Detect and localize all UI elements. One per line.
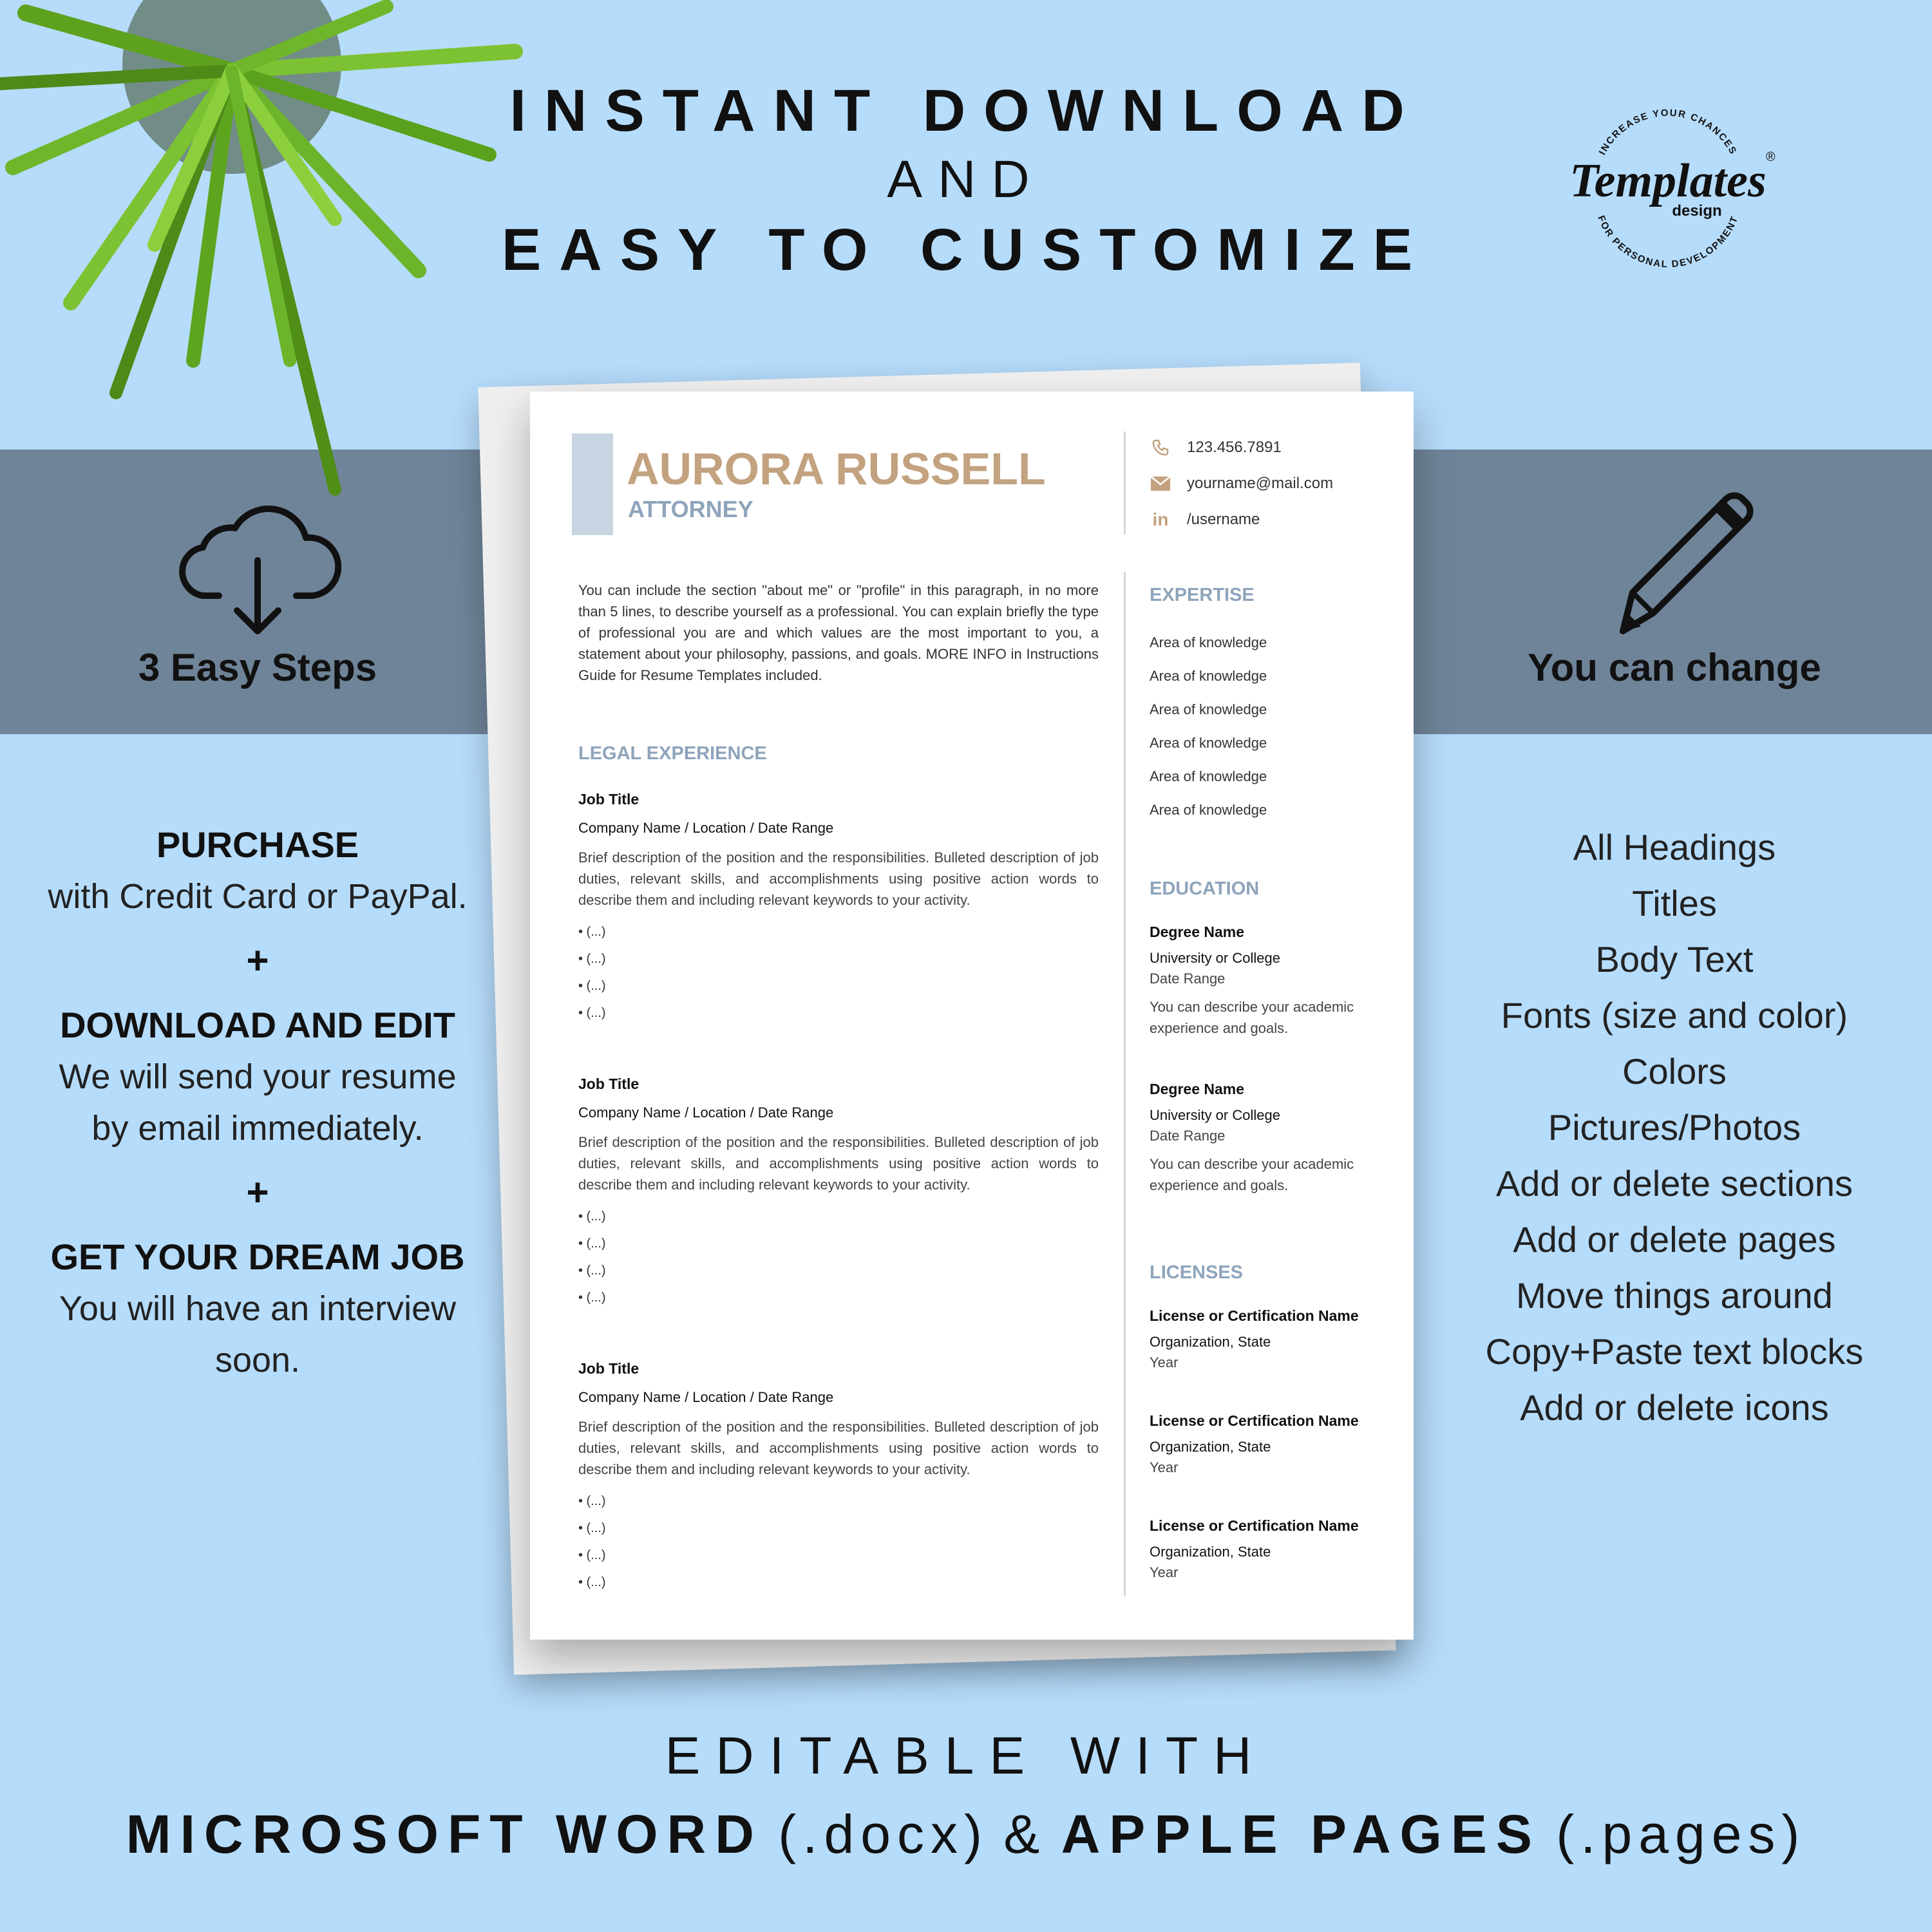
job-description: Brief description of the position and the responsibilities. Bulleted description of job duties, relevant skills, and accomplishments using positive action words to describe them and including relevant keywords to your activity. bbox=[578, 1419, 1099, 1477]
license-entry bbox=[1150, 1517, 1394, 1581]
svg-text:FOR PERSONAL DEVELOPMENT bbox=[1595, 214, 1740, 270]
expertise-item: Area of knowledge bbox=[1150, 701, 1267, 717]
license-year: Year bbox=[1150, 1459, 1179, 1475]
education-description: You can describe your academic experience and goals. bbox=[1150, 999, 1354, 1036]
license-org: Organization, State bbox=[1150, 1544, 1271, 1560]
license-entry bbox=[1150, 1412, 1394, 1476]
name-accent-bar bbox=[572, 433, 613, 535]
step-purchase-text: with Credit Card or PayPal. bbox=[48, 877, 468, 916]
list-item: All Headings bbox=[1573, 827, 1776, 867]
customizable-features-list bbox=[1417, 819, 1932, 1435]
education-description: You can describe your academic experience and goals. bbox=[1150, 1156, 1354, 1193]
headline-and: AND bbox=[887, 150, 1045, 209]
contact-phone-text: 123.456.7891 bbox=[1187, 439, 1282, 456]
degree-name: Degree Name bbox=[1150, 923, 1245, 940]
expertise-item: Area of knowledge bbox=[1150, 768, 1267, 784]
ampersand: & bbox=[1003, 1804, 1046, 1864]
job-entry bbox=[578, 1075, 1099, 1311]
apple-pages-label: APPLE PAGES bbox=[1061, 1804, 1541, 1864]
job-bullet: • (...) bbox=[578, 925, 606, 939]
column-divider bbox=[1124, 572, 1126, 1596]
job-bullet: • (...) bbox=[578, 1548, 606, 1562]
license-year: Year bbox=[1150, 1354, 1179, 1370]
job-bullet: • (...) bbox=[578, 1521, 606, 1535]
job-title: Job Title bbox=[578, 1360, 639, 1377]
education-entry bbox=[1150, 923, 1394, 1039]
you-can-change-label: You can change bbox=[1528, 646, 1821, 689]
job-bullet: • (...) bbox=[578, 1209, 606, 1224]
job-bullet: • (...) bbox=[578, 952, 606, 966]
plus-sign: + bbox=[246, 1171, 269, 1214]
editable-with-label: EDITABLE WITH bbox=[665, 1727, 1267, 1785]
logo-wordmark: Templates bbox=[1569, 155, 1766, 207]
list-item: Add or delete pages bbox=[1513, 1219, 1836, 1260]
svg-text:INCREASE YOUR CHANCES bbox=[1597, 108, 1739, 157]
step-download-text: by email immediately. bbox=[91, 1109, 424, 1148]
licenses-heading: LICENSES bbox=[1150, 1262, 1244, 1283]
contact-email bbox=[1150, 473, 1333, 495]
job-company: Company Name / Location / Date Range bbox=[578, 1104, 834, 1121]
job-bullet: • (...) bbox=[578, 1291, 606, 1305]
contact-linkedin-text: /username bbox=[1187, 511, 1260, 528]
resume-page bbox=[530, 392, 1414, 1640]
job-bullet: • (...) bbox=[578, 1236, 606, 1251]
cloud-download-icon bbox=[174, 489, 341, 638]
pages-extension: (.pages) bbox=[1556, 1804, 1806, 1864]
step-dream-job-heading: GET YOUR DREAM JOB bbox=[50, 1236, 465, 1277]
list-item: Fonts (size and color) bbox=[1501, 995, 1848, 1036]
list-item: Pictures/Photos bbox=[1548, 1107, 1801, 1148]
expertise-item: Area of knowledge bbox=[1150, 634, 1267, 650]
job-title: Job Title bbox=[578, 1075, 639, 1092]
expertise-list bbox=[1150, 626, 1394, 827]
headline-easy-customize: EASY TO CUSTOMIZE bbox=[501, 217, 1431, 283]
license-name: License or Certification Name bbox=[1150, 1517, 1359, 1534]
headline-instant-download: INSTANT DOWNLOAD bbox=[509, 78, 1423, 144]
school-name: University or College bbox=[1150, 1107, 1280, 1123]
logo-sub: design bbox=[1672, 202, 1722, 220]
job-bullet: • (...) bbox=[578, 1494, 606, 1508]
software-compatibility bbox=[0, 1803, 1932, 1866]
docx-extension: (.docx) bbox=[778, 1804, 989, 1864]
job-bullet: • (...) bbox=[578, 1575, 606, 1589]
expertise-heading: EXPERTISE bbox=[1150, 585, 1255, 605]
job-description: Brief description of the position and the responsibilities. Bulleted description of job duties, relevant skills, and accomplishments using positive action words to describe them and including relevant keywords to your activity. bbox=[578, 849, 1099, 908]
job-entry bbox=[578, 791, 1099, 1027]
list-item: Titles bbox=[1632, 883, 1717, 923]
plus-sign: + bbox=[246, 939, 269, 982]
license-org: Organization, State bbox=[1150, 1334, 1271, 1350]
license-entry bbox=[1150, 1307, 1394, 1371]
legal-experience-heading: LEGAL EXPERIENCE bbox=[578, 743, 767, 764]
job-company: Company Name / Location / Date Range bbox=[578, 820, 834, 836]
education-heading: EDUCATION bbox=[1150, 878, 1260, 899]
school-name: University or College bbox=[1150, 950, 1280, 966]
pencil-icon bbox=[1597, 489, 1758, 644]
contact-phone bbox=[1150, 437, 1282, 459]
license-name: License or Certification Name bbox=[1150, 1412, 1359, 1429]
job-description: Brief description of the position and the responsibilities. Bulleted description of job duties, relevant skills, and accomplishments using positive action words to describe them and including relevant keywords to your activity. bbox=[578, 1134, 1099, 1193]
three-easy-steps-label: 3 Easy Steps bbox=[138, 646, 377, 689]
header-divider bbox=[1124, 431, 1126, 535]
step-download-heading: DOWNLOAD AND EDIT bbox=[60, 1005, 455, 1045]
expertise-item: Area of knowledge bbox=[1150, 802, 1267, 818]
list-item: Body Text bbox=[1595, 939, 1754, 980]
logo-top-arc: INCREASE YOUR CHANCES bbox=[1596, 107, 1739, 157]
templates-design-logo bbox=[1558, 97, 1777, 277]
expertise-item: Area of knowledge bbox=[1150, 668, 1267, 684]
education-entry bbox=[1150, 1081, 1394, 1196]
degree-name: Degree Name bbox=[1150, 1081, 1245, 1097]
expertise-item: Area of knowledge bbox=[1150, 735, 1267, 751]
job-bullet: • (...) bbox=[578, 979, 606, 993]
license-year: Year bbox=[1150, 1564, 1179, 1580]
linkedin-icon: in bbox=[1152, 509, 1169, 529]
job-company: Company Name / Location / Date Range bbox=[578, 1389, 834, 1405]
date-range: Date Range bbox=[1150, 971, 1226, 987]
about-paragraph: You can include the section "about me" or "profile" in this paragraph, in no more than 5 lines, to describe yourself as a professional. You can explain briefly the type of professional you are and which values are the most important to you, a statement about your philosophy, passions, and goals. MORE INFO in Instructions Guide for Resume Templates included. bbox=[578, 582, 1099, 683]
microsoft-word-label: MICROSOFT WORD bbox=[126, 1804, 763, 1864]
steps-list bbox=[0, 819, 515, 1386]
license-org: Organization, State bbox=[1150, 1439, 1271, 1455]
job-entry bbox=[578, 1360, 1099, 1596]
logo-registered: ® bbox=[1766, 150, 1776, 164]
job-title: Job Title bbox=[578, 791, 639, 808]
logo-bottom-arc: FOR PERSONAL DEVELOPMENT bbox=[1595, 214, 1741, 270]
step-dream-job-text: soon. bbox=[214, 1341, 301, 1379]
job-bullet: • (...) bbox=[578, 1264, 606, 1278]
list-item: Add or delete sections bbox=[1495, 1163, 1853, 1204]
step-purchase-heading: PURCHASE bbox=[156, 824, 359, 865]
mail-icon bbox=[1150, 473, 1171, 495]
resume-role: ATTORNEY bbox=[628, 496, 753, 522]
contact-email-text: yourname@mail.com bbox=[1187, 475, 1334, 492]
list-item: Move things around bbox=[1516, 1275, 1833, 1316]
list-item: Copy+Paste text blocks bbox=[1485, 1331, 1864, 1372]
step-download-text: We will send your resume bbox=[59, 1057, 457, 1096]
list-item: Add or delete icons bbox=[1520, 1387, 1829, 1428]
job-bullet: • (...) bbox=[578, 1006, 606, 1020]
resume-name: AURORA RUSSELL bbox=[627, 444, 1046, 494]
list-item: Colors bbox=[1622, 1051, 1727, 1092]
contact-linkedin bbox=[1150, 509, 1260, 531]
step-dream-job-text: You will have an interview bbox=[59, 1289, 457, 1328]
license-name: License or Certification Name bbox=[1150, 1307, 1359, 1324]
phone-icon bbox=[1150, 437, 1171, 459]
date-range: Date Range bbox=[1150, 1128, 1226, 1144]
